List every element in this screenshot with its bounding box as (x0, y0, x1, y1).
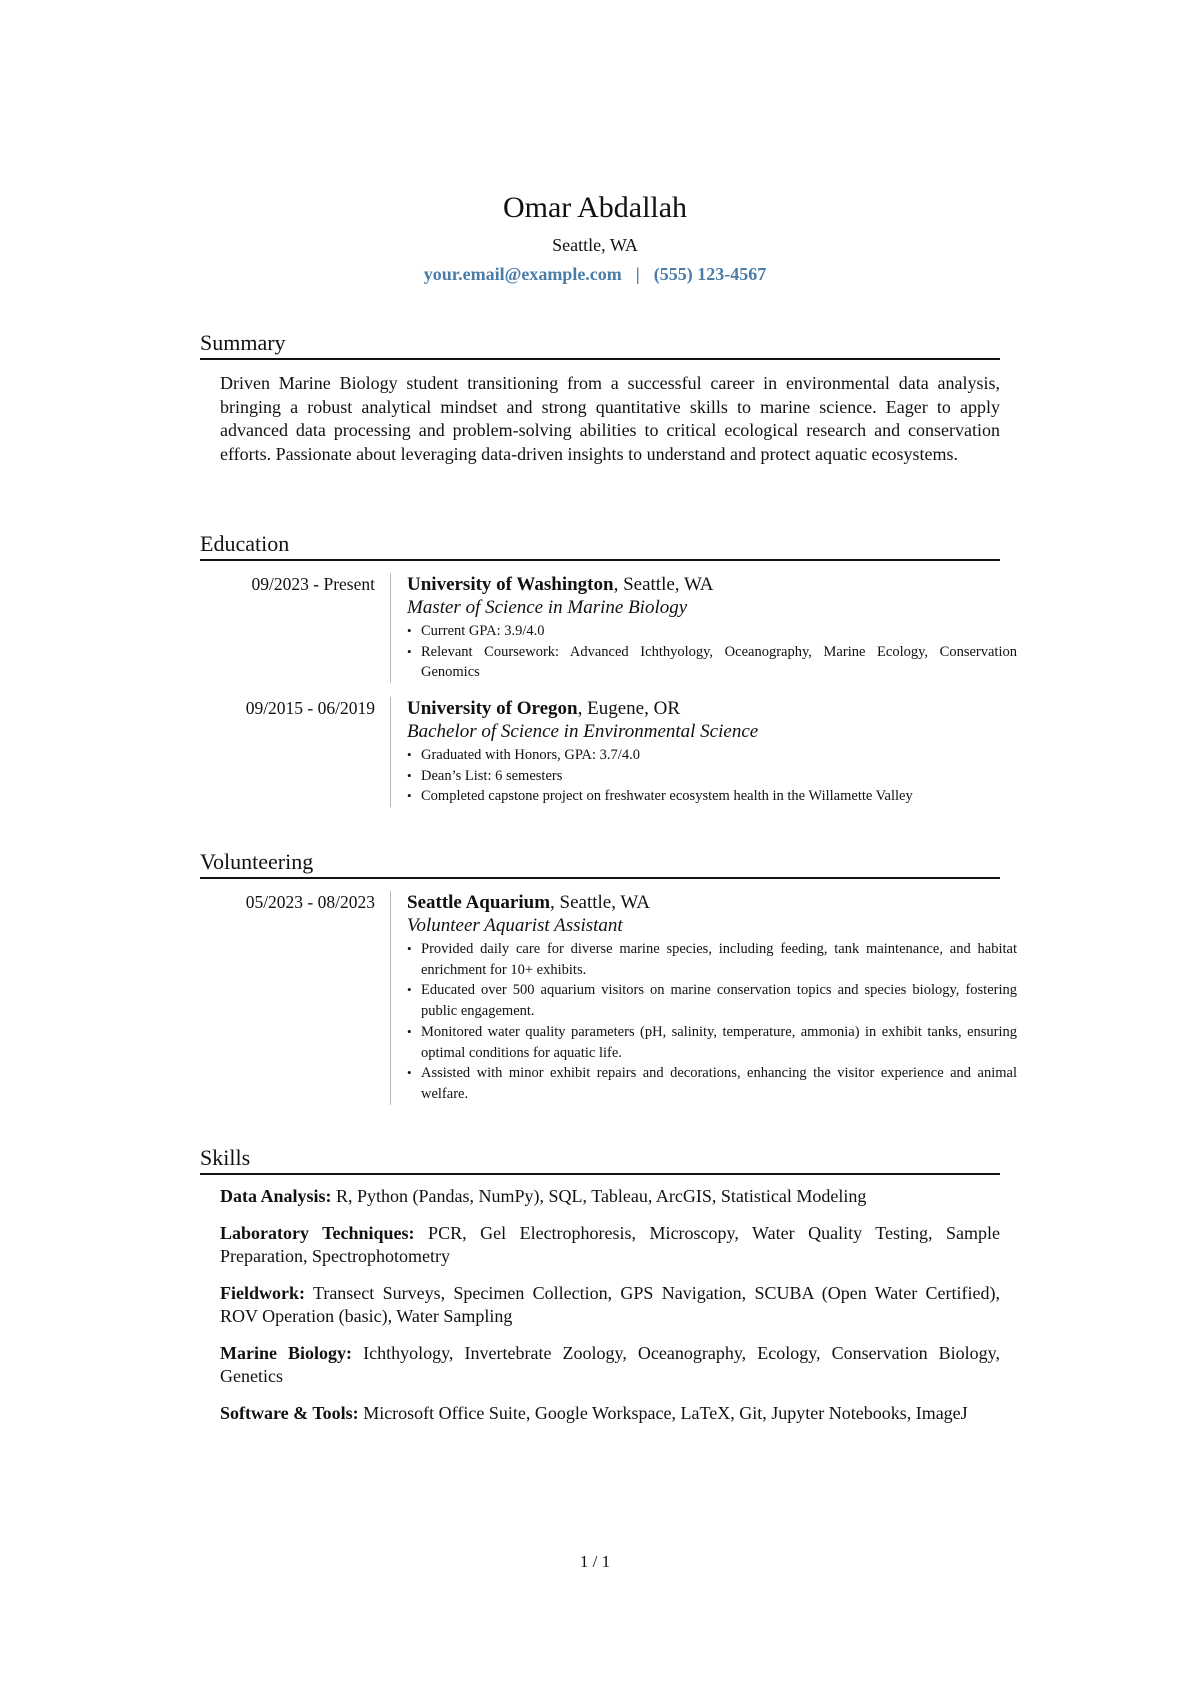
entry-title (407, 891, 1017, 914)
skill-label: Data Analysis: (220, 1186, 332, 1206)
entry-bullets (407, 939, 1017, 1105)
list-item: • Completed capstone project on freshwater ecosystem health in the Willamette Valley (407, 786, 1017, 807)
skill-item (220, 1342, 1000, 1389)
entry-dates: 09/2015 - 06/2019 (245, 698, 375, 718)
summary-text: Driven Marine Biology student transitioning from a successful career in environmental data analysis, bringing a robust analytical mindset and strong quantitative skills to marine science. Eager to apply advanced data processing and problem-solving abilities to critical ecological research and conservation efforts. Passionate about leveraging data-driven insights to understand and protect aquatic ecosystems. (220, 373, 1000, 464)
list-item: • Dean’s List: 6 semesters (407, 766, 1017, 787)
skill-value: R, Python (Pandas, NumPy), SQL, Tableau, ArcGIS, Statistical Modeling (331, 1186, 867, 1206)
summary-heading: Summary (200, 330, 1000, 360)
contact-separator: | (635, 264, 640, 284)
volunteering-heading: Volunteering (200, 849, 1000, 879)
skill-label: Laboratory Techniques: (220, 1222, 415, 1243)
list-item: • Relevant Coursework: Advanced Ichthyology, Oceanography, Marine Ecology, Conservation Genomics (407, 642, 1017, 683)
email-link[interactable]: your.email@example.com (423, 264, 622, 284)
list-item: • Assisted with minor exhibit repairs and decorations, enhancing the visitor experience and animal welfare. (407, 1063, 1017, 1104)
skill-value: Microsoft Office Suite, Google Workspace, LaTeX, Git, Jupyter Notebooks, ImageJ (358, 1402, 968, 1423)
skill-label: Fieldwork: (220, 1282, 305, 1303)
degree-name: Master of Science in Marine Biology (407, 597, 688, 618)
entry-title (407, 697, 1017, 720)
skill-label: Software & Tools: (220, 1402, 359, 1423)
list-item: • Educated over 500 aquarium visitors on marine conservation topics and species biology, fostering public engagement. (407, 980, 1017, 1021)
list-item: • Provided daily care for diverse marine species, including feeding, tank maintenance, and habitat enrichment for 10+ exhibits. (407, 939, 1017, 980)
institution-location: , Seattle, WA (613, 574, 714, 595)
role-name: Volunteer Aquarist Assistant (407, 915, 623, 936)
organization-location: , Seattle, WA (550, 892, 650, 913)
entry-body (390, 573, 1017, 683)
entry-bullets (407, 621, 1017, 683)
skills-heading: Skills (200, 1145, 1000, 1175)
candidate-name: Omar Abdallah (502, 191, 688, 224)
contact-line (0, 262, 1190, 286)
skill-value: PCR, Gel Electrophoresis, Microscopy, Water Quality Testing, Sample Preparation, Spectrophotometry (220, 1222, 1000, 1266)
institution-name: University of Washington (407, 574, 614, 595)
entry-title (407, 573, 1017, 596)
page-number: 1 / 1 (579, 1552, 611, 1571)
degree-name: Bachelor of Science in Environmental Science (407, 721, 759, 742)
education-heading: Education (200, 531, 1000, 561)
organization-name: Seattle Aquarium (407, 892, 551, 913)
skill-label: Marine Biology: (220, 1342, 353, 1363)
list-item: • Graduated with Honors, GPA: 3.7/4.0 (407, 745, 1017, 766)
skill-item (220, 1185, 1000, 1209)
list-item: • Current GPA: 3.9/4.0 (407, 621, 1017, 642)
entry-body (390, 891, 1017, 1105)
entry-dates: 05/2023 - 08/2023 (245, 892, 375, 912)
list-item: • Monitored water quality parameters (pH, salinity, temperature, ammonia) in exhibit tanks, ensuring optimal conditions for aquatic life. (407, 1022, 1017, 1063)
institution-name: University of Oregon (407, 698, 578, 719)
candidate-location: Seattle, WA (552, 235, 638, 255)
skill-item (220, 1402, 1000, 1426)
skills-list (220, 1185, 1000, 1438)
skill-item (220, 1282, 1000, 1329)
entry-bullets (407, 745, 1017, 807)
skill-value: Transect Surveys, Specimen Collection, GPS Navigation, SCUBA (Open Water Certified), ROV Operation (basic), Water Sampling (220, 1282, 1000, 1326)
skill-item (220, 1222, 1000, 1269)
skill-value: Ichthyology, Invertebrate Zoology, Oceanography, Ecology, Conservation Biology, Genetics (220, 1342, 1000, 1386)
entry-dates: 09/2023 - Present (251, 574, 375, 594)
phone-link[interactable]: (555) 123-4567 (653, 264, 767, 284)
entry-body (390, 697, 1017, 807)
institution-location: , Eugene, OR (577, 698, 681, 719)
